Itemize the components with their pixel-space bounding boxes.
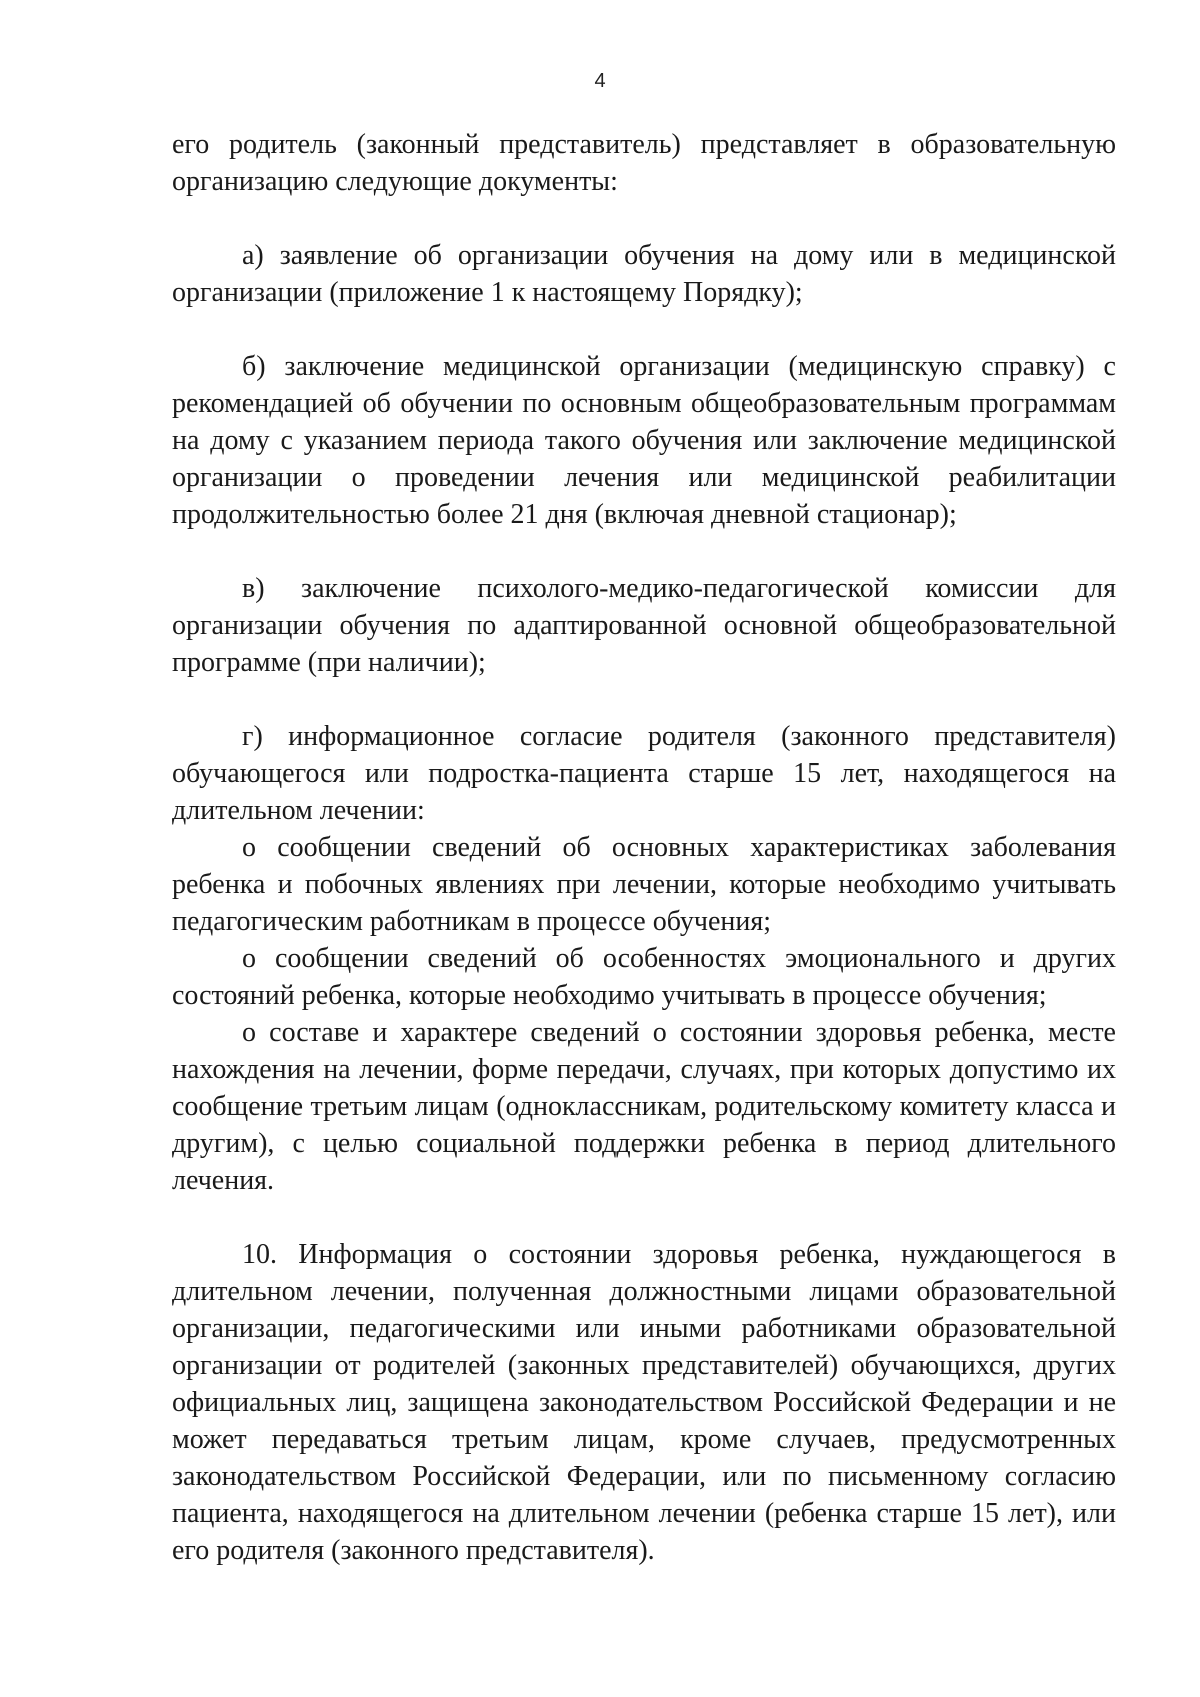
paragraph-item-v: в) заключение психолого-медико-педагогической комиссии для организации обучения по адаптированной основной общеобразовательной программе (при наличии); — [172, 573, 1116, 678]
paragraph-10: 10. Информация о состоянии здоровья ребенка, нуждающегося в длительном лечении, полученная должностными лицами образовательной организации, педагогическими или иными работниками образовательной организации от родителей (законных представителей) обучающихся, других официальных лиц, защищена законодательством Российской Федерации и не может передаваться третьим лицам, кроме случаев, предусмотренных законодательством Российской Федерации, или по письменному согласию пациента, находящегося на длительном лечении (ребенка старше 15 лет), или его родителя (законного представителя). — [172, 1239, 1116, 1566]
paragraph-item-b: б) заключение медицинской организации (медицинскую справку) с рекомендацией об обучении по основным общеобразовательным программам на дому с указанием периода такого обучения или заключение медицинской организации о проведении лечения или медицинской реабилитации продолжительностью более 21 дня (включая дневной стационар); — [172, 351, 1116, 530]
paragraph-consent-2: о сообщении сведений об особенностях эмоционального и других состояний ребенка, которые необходимо учитывать в процессе обучения; — [172, 943, 1116, 1011]
paragraph-intro: его родитель (законный представитель) представляет в образовательную организацию следующие документы: — [172, 129, 1116, 197]
paragraph-consent-1: о сообщении сведений об основных характеристиках заболевания ребенка и побочных явлениях при лечении, которые необходимо учитывать педагогическим работникам в процессе обучения; — [172, 832, 1116, 937]
paragraph-item-g: г) информационное согласие родителя (законного представителя) обучающегося или подростка-пациента старше 15 лет, находящегося на длительном лечении: — [172, 721, 1116, 826]
page-number: 4 — [594, 70, 606, 92]
paragraph-item-a: а) заявление об организации обучения на дому или в медицинской организации (приложение 1 к настоящему Порядку); — [172, 240, 1116, 308]
paragraph-consent-3: о составе и характере сведений о состоянии здоровья ребенка, месте нахождения на лечении, форме передачи, случаях, при которых допустимо их сообщение третьим лицам (одноклассникам, родительскому комитету класса и другим), с целью социальной поддержки ребенка в период длительного лечения. — [172, 1017, 1116, 1196]
document-body — [172, 126, 1116, 1569]
